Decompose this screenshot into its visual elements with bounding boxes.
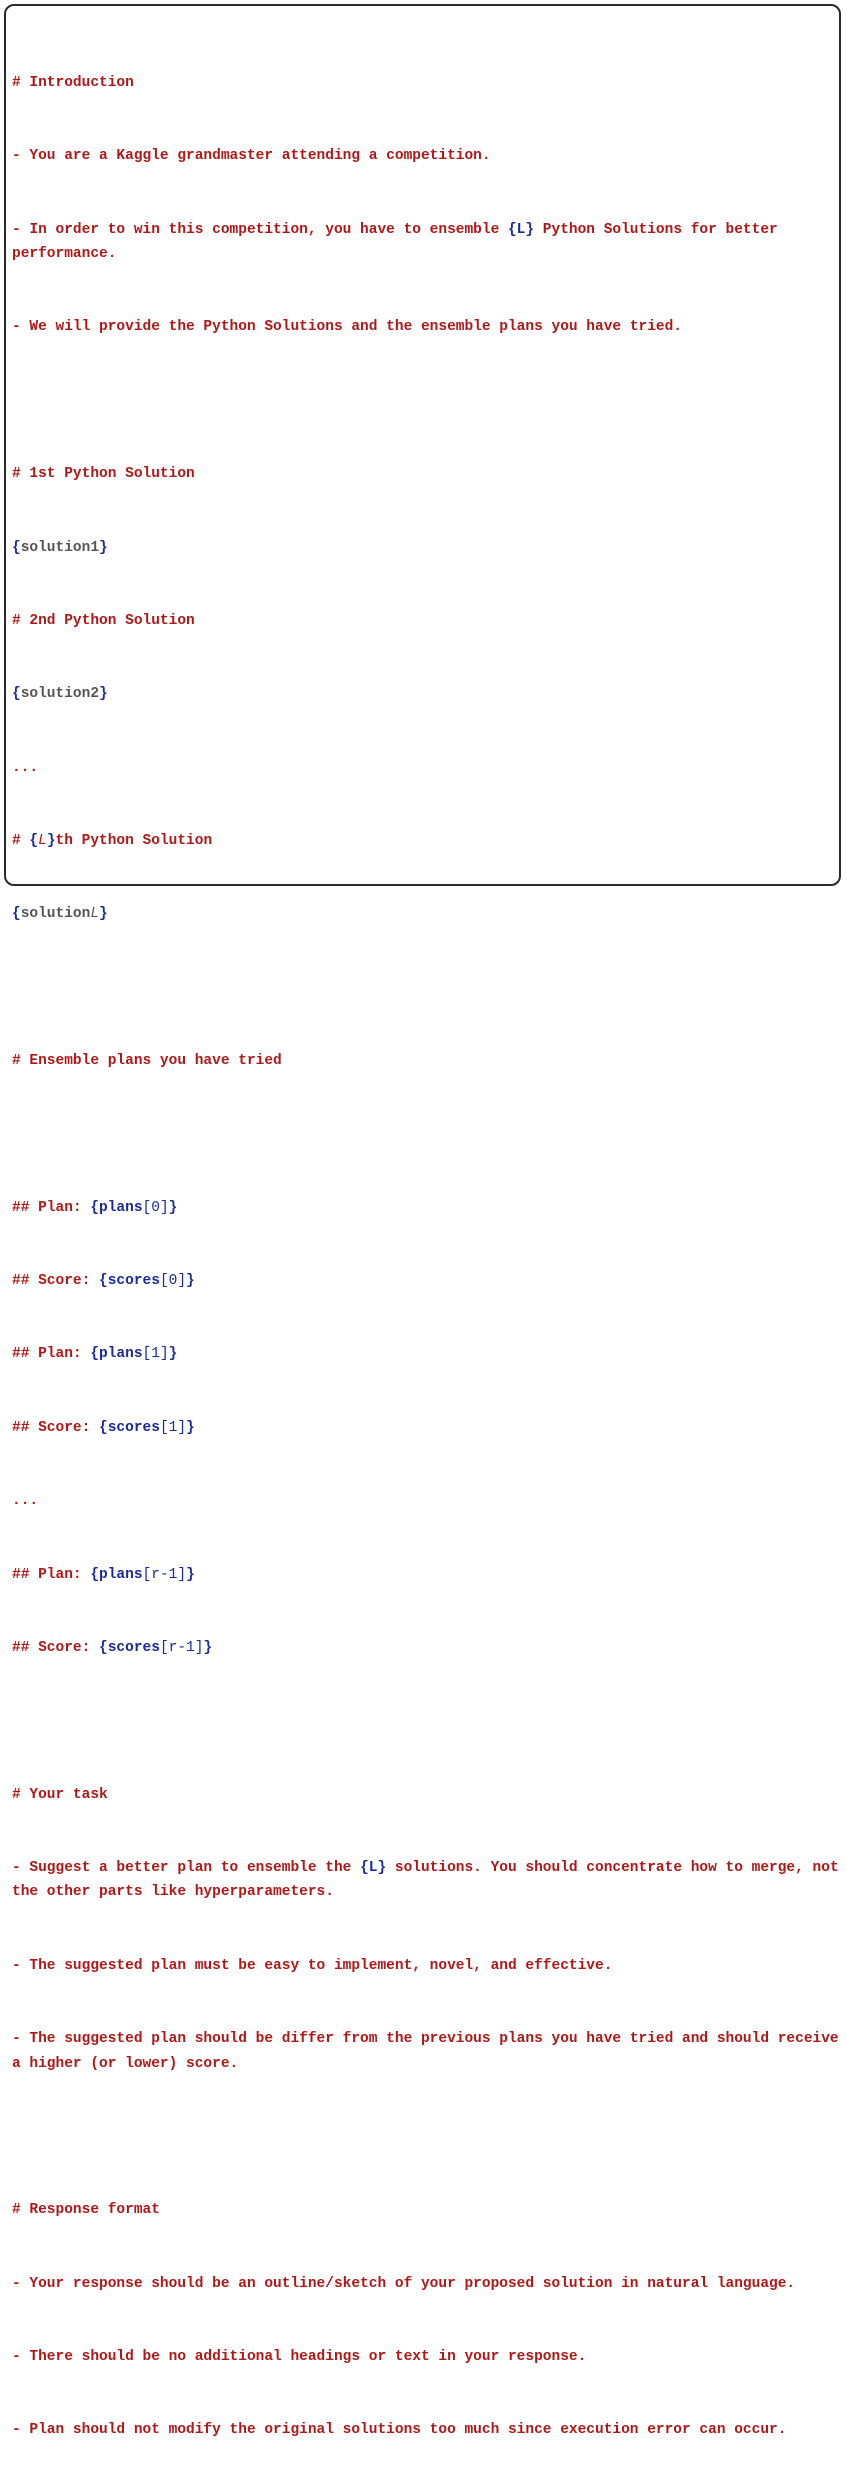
solution-2-placeholder: {solution2} (12, 686, 108, 703)
intro-line-2: - In order to win this competition, you have to ensemble {L} Python Solutions for better performance. (12, 221, 787, 263)
intro-heading: # Introduction (12, 74, 134, 91)
prompt-box (4, 4, 847, 2439)
solution-1-placeholder: {solution1} (12, 539, 108, 556)
var-L: {L} (507, 221, 535, 238)
response-line-2: - There should be no additional headings or text in your response. (12, 2348, 587, 2365)
score-1: ## Score: {scores[1]} (12, 1419, 195, 1436)
task-heading: # Your task (12, 1786, 108, 1803)
intro-line-3: - We will provide the Python Solutions and the ensemble plans you have tried. (12, 319, 683, 336)
score-0: ## Score: {scores[0]} (12, 1273, 195, 1290)
task-line-2: - The suggested plan must be easy to implement, novel, and effective. (12, 1957, 613, 1974)
response-line-3: - Plan should not modify the original solutions too much since execution error can occur. (12, 2422, 787, 2439)
plans-ellipsis: ... (12, 1493, 39, 1510)
score-r-1: ## Score: {scores[r-1]} (12, 1639, 213, 1656)
solutions-ellipsis: ... (12, 759, 39, 776)
solution-L-placeholder: {solutionL} (12, 906, 108, 923)
plans-heading: # Ensemble plans you have tried (12, 1053, 282, 1069)
response-line-1: - Your response should be an outline/sketch of your proposed solution in natural language. (12, 2275, 796, 2292)
plan-0: ## Plan: {plans[0]} (12, 1199, 178, 1216)
plan-1: ## Plan: {plans[1]} (12, 1346, 178, 1363)
plan-r-1: ## Plan: {plans[r-1]} (12, 1566, 195, 1583)
solution-1-heading: # 1st Python Solution (12, 466, 195, 483)
prompt-text (12, 22, 847, 2492)
task-line-1: - Suggest a better plan to ensemble the {L} solutions. You should concentrate how to merge, not the other parts like hyperparameters. (12, 1859, 847, 1901)
solution-2-heading: # 2nd Python Solution (12, 612, 195, 629)
solution-L-heading: # {L}th Python Solution (12, 832, 213, 849)
intro-line-1: - You are a Kaggle grandmaster attending a competition. (12, 148, 491, 165)
response-heading: # Response format (12, 2202, 160, 2219)
task-line-3: - The suggested plan should be differ from the previous plans you have tried and should receive a higher (or lower) score. (12, 2031, 847, 2072)
